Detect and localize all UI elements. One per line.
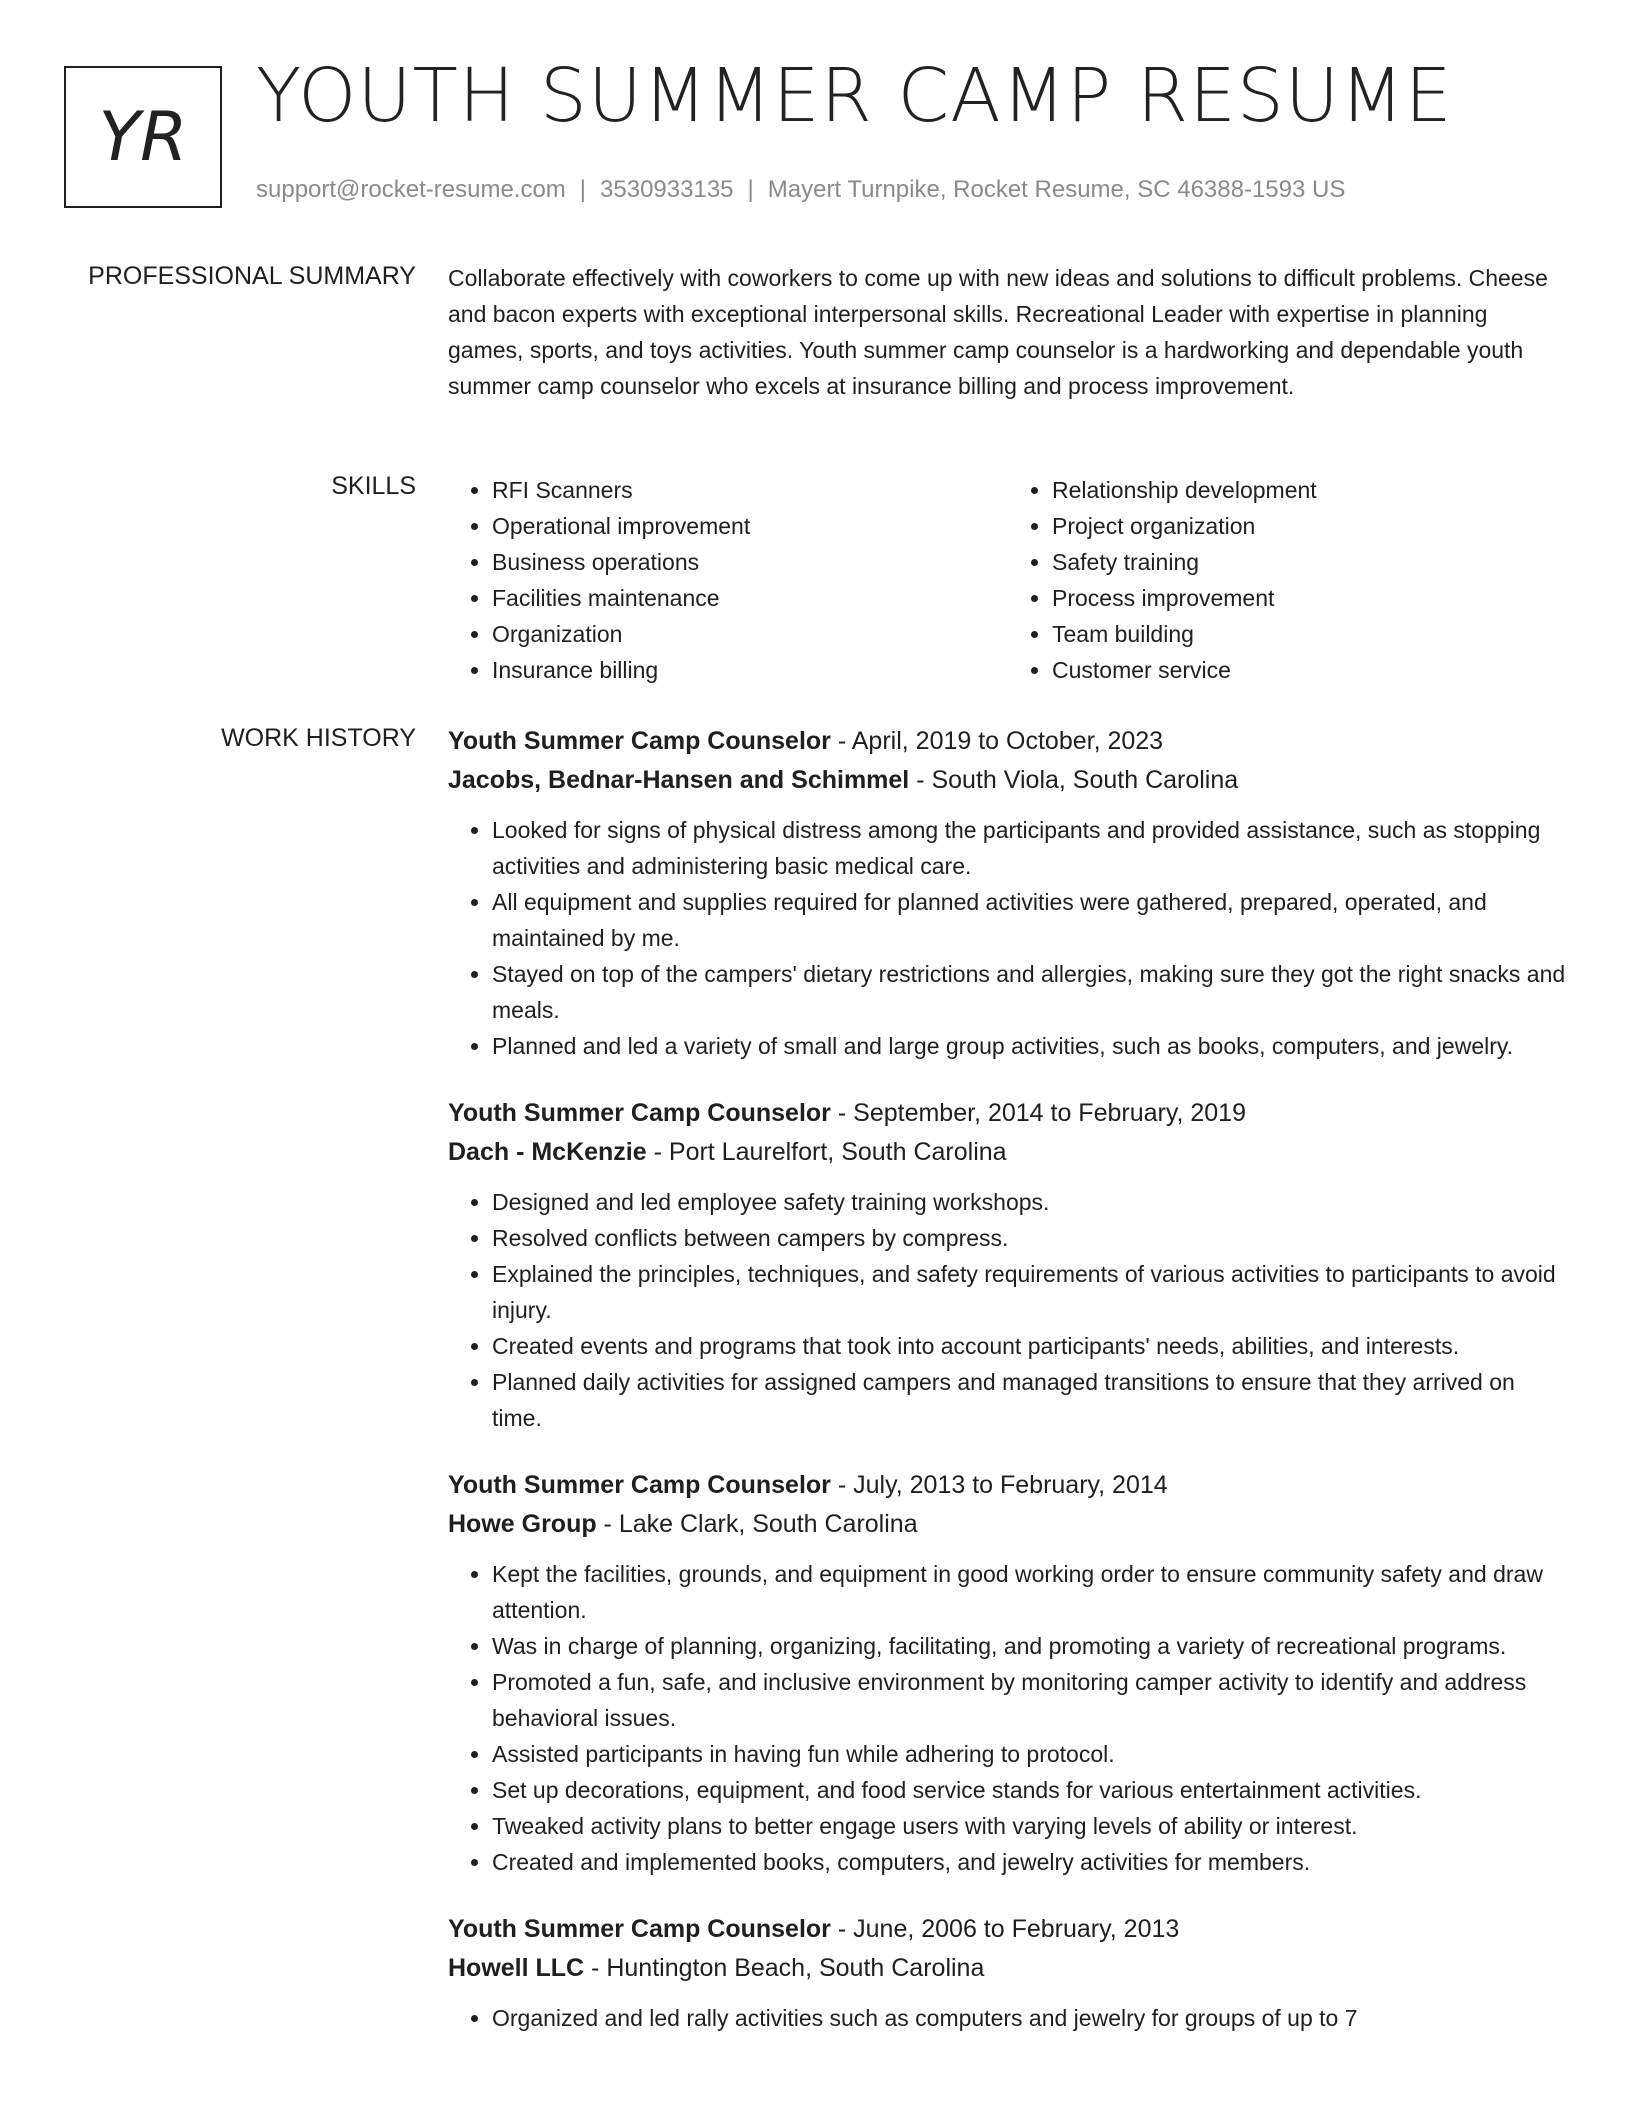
- job-company-line: [448, 1505, 1568, 1544]
- section-heading-work-history: WORK HISTORY: [221, 724, 416, 752]
- skill-item: • Project organization: [1052, 508, 1568, 544]
- job-bullets: [448, 812, 1568, 1064]
- job-entry: [448, 722, 1568, 1064]
- job-bullets: [448, 1556, 1568, 1880]
- job-bullet: • Explained the principles, techniques, and safety requirements of various activities to participants to avoid injury.: [492, 1256, 1568, 1328]
- job-dates: - September, 2014 to February, 2019: [830, 1099, 1246, 1127]
- skills-list-right: [1008, 472, 1568, 688]
- skill-item: • Relationship development: [1052, 472, 1568, 508]
- job-company-line: [448, 761, 1568, 800]
- job-bullet: • Organized and led rally activities such as computers and jewelry for groups of up to 7: [492, 2000, 1568, 2036]
- job-company-line: [448, 1949, 1568, 1988]
- section-heading-skills: SKILLS: [331, 472, 416, 500]
- skill-item: • RFI Scanners: [492, 472, 1008, 508]
- job-title-line: [448, 1910, 1568, 1949]
- contact-email[interactable]: support@rocket-resume.com: [256, 176, 566, 203]
- job-company-line: [448, 1133, 1568, 1172]
- job-bullet: • Kept the facilities, grounds, and equipment in good working order to ensure community safety and draw attention.: [492, 1556, 1568, 1628]
- job-bullet: • Planned and led a variety of small and large group activities, such as books, computers, and jewelry.: [492, 1028, 1568, 1064]
- contact-line: [256, 176, 1345, 204]
- job-dates: - June, 2006 to February, 2013: [830, 1915, 1180, 1943]
- job-bullets: [448, 1184, 1568, 1436]
- skill-item: • Customer service: [1052, 652, 1568, 688]
- job-dates: - April, 2019 to October, 2023: [830, 727, 1164, 755]
- section-heading-summary: PROFESSIONAL SUMMARY: [88, 262, 416, 290]
- skills-list-left: [448, 472, 1008, 688]
- job-bullet: • Set up decorations, equipment, and food service stands for various entertainment activities.: [492, 1772, 1568, 1808]
- job-entry: [448, 1094, 1568, 1436]
- job-title: Youth Summer Camp Counselor: [448, 1471, 831, 1499]
- job-bullet: • Created events and programs that took into account participants' needs, abilities, and interests.: [492, 1328, 1568, 1364]
- job-bullet: • Assisted participants in having fun while adhering to protocol.: [492, 1736, 1568, 1772]
- job-bullet: • All equipment and supplies required for planned activities were gathered, prepared, operated, and maintained by me.: [492, 884, 1568, 956]
- resume-title: YOUTH SUMMER CAMP RESUME: [256, 53, 1453, 139]
- job-title-line: [448, 1466, 1568, 1505]
- job-bullet: • Was in charge of planning, organizing, facilitating, and promoting a variety of recreational programs.: [492, 1628, 1568, 1664]
- initials-monogram: YR: [64, 66, 222, 208]
- job-bullet: • Resolved conflicts between campers by compress.: [492, 1220, 1568, 1256]
- contact-separator: |: [747, 176, 754, 203]
- job-location: - Huntington Beach, South Carolina: [584, 1954, 985, 1982]
- job-bullet: • Planned daily activities for assigned campers and managed transitions to ensure that they arrived on time.: [492, 1364, 1568, 1436]
- job-company: Dach - McKenzie: [448, 1138, 647, 1166]
- skills-columns: [448, 472, 1568, 688]
- job-bullet: • Stayed on top of the campers' dietary restrictions and allergies, making sure they got the right snacks and meals.: [492, 956, 1568, 1028]
- skill-item: • Team building: [1052, 616, 1568, 652]
- job-title: Youth Summer Camp Counselor: [448, 727, 831, 755]
- job-entry: [448, 1466, 1568, 1880]
- contact-separator: |: [579, 176, 587, 203]
- contact-phone[interactable]: 3530933135: [600, 176, 734, 203]
- job-bullet: • Looked for signs of physical distress among the participants and provided assistance, such as stopping activities and administering basic medical care.: [492, 812, 1568, 884]
- job-bullets: [448, 2000, 1568, 2036]
- job-location: - South Viola, South Carolina: [909, 766, 1239, 794]
- skill-item: • Operational improvement: [492, 508, 1008, 544]
- skill-item: • Safety training: [1052, 544, 1568, 580]
- job-location: - Port Laurelfort, South Carolina: [646, 1138, 1007, 1166]
- job-list: [448, 722, 1568, 2066]
- job-company: Howell LLC: [448, 1954, 585, 1982]
- skill-item: • Organization: [492, 616, 1008, 652]
- job-company: Howe Group: [448, 1510, 597, 1538]
- skill-item: • Process improvement: [1052, 580, 1568, 616]
- job-dates: - July, 2013 to February, 2014: [830, 1471, 1168, 1499]
- job-location: - Lake Clark, South Carolina: [596, 1510, 918, 1538]
- skill-item: • Business operations: [492, 544, 1008, 580]
- job-bullet: • Designed and led employee safety training workshops.: [492, 1184, 1568, 1220]
- job-title-line: [448, 1094, 1568, 1133]
- job-bullet: • Created and implemented books, computers, and jewelry activities for members.: [492, 1844, 1568, 1880]
- job-bullet: • Tweaked activity plans to better engage users with varying levels of ability or interest.: [492, 1808, 1568, 1844]
- job-entry: [448, 1910, 1568, 2036]
- skill-item: • Insurance billing: [492, 652, 1008, 688]
- summary-text: Collaborate effectively with coworkers to come up with new ideas and solutions to difficult problems. Cheese and bacon experts with exceptional interpersonal skills. Recreational Leader with expertise in planning games, sports, and toys activities. Youth summer camp counselor is a hardworking and dependable youth summer camp counselor who excels at insurance billing and process improvement.: [448, 265, 1548, 399]
- job-bullet: • Promoted a fun, safe, and inclusive environment by monitoring camper activity to identify and address behavioral issues.: [492, 1664, 1568, 1736]
- job-company: Jacobs, Bednar-Hansen and Schimmel: [448, 766, 910, 794]
- job-title: Youth Summer Camp Counselor: [448, 1915, 831, 1943]
- job-title: Youth Summer Camp Counselor: [448, 1099, 831, 1127]
- contact-address: Mayert Turnpike, Rocket Resume, SC 46388-1593 US: [767, 176, 1346, 203]
- skill-item: • Facilities maintenance: [492, 580, 1008, 616]
- job-title-line: [448, 722, 1568, 761]
